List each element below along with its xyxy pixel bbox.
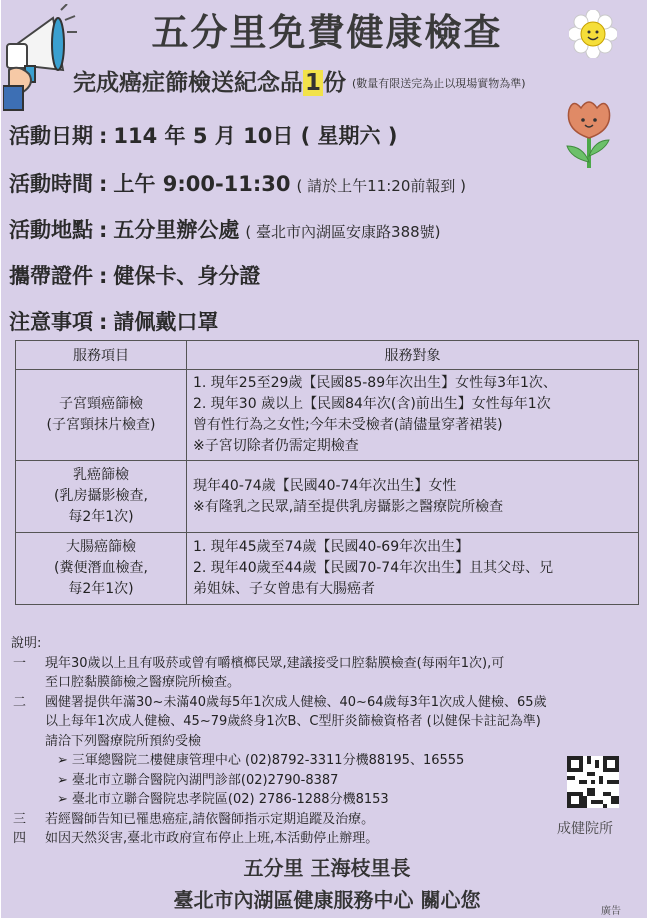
arrow-icon: ➢: [57, 753, 68, 768]
service-table: [15, 340, 639, 605]
event-place-value: 五分里辦公處: [113, 218, 240, 242]
event-place-label: 活動地點: [9, 218, 93, 242]
note-marker: 一: [13, 655, 27, 671]
signature-chief: 五分里 王海枝里長: [243, 856, 411, 880]
event-date: [9, 120, 397, 150]
notes-section: [11, 634, 647, 849]
note-item: [11, 693, 647, 810]
service-item-line: 每2年1次): [68, 581, 134, 597]
note-line: 以上每年1次成人健檢、45~79歲終身1次B、C型肝炎篩檢資格者 (以健保卡註記為準): [45, 714, 541, 729]
column-header-service-item: 服務項目: [16, 341, 187, 370]
service-target-line: 2. 現年30 歲以上【民國84年次(含)前出生】女性每年1次: [193, 396, 551, 412]
event-place-note: ( 臺北市內湖區安康路388號): [245, 223, 441, 241]
note-line: 若經醫師告知已罹患癌症,請依醫師指示定期追蹤及治療。: [45, 811, 375, 827]
required-documents-label: 攜帶證件: [9, 264, 93, 288]
notice: [9, 306, 218, 336]
gift-count: 1: [305, 70, 322, 96]
service-target-line: 1. 現年45歲至74歲【民國40-69年次出生】: [193, 539, 470, 555]
hospital-text: 臺北市立聯合醫院內湖門診部(02)2790-8387: [71, 772, 339, 788]
required-documents-value: 健保卡、身分證: [113, 264, 261, 288]
colon: :: [99, 264, 108, 288]
arrow-icon: ➢: [57, 792, 68, 807]
service-item-line: (乳房攝影檢查,: [54, 488, 148, 504]
subtitle-unit: 份: [323, 70, 347, 96]
notes-heading: 說明:: [11, 636, 42, 651]
service-item-line: 乳癌篩檢: [73, 467, 129, 483]
hospital-text: 臺北市立聯合醫院忠孝院區(02) 2786-1288分機8153: [71, 792, 389, 807]
tulip-icon: [561, 96, 617, 170]
service-item-line: 每2年1次): [68, 509, 134, 525]
note-line: 現年30歲以上且有吸菸或曾有嚼檳榔民眾,建議接受口腔黏膜檢查(每兩年1次),可: [45, 655, 505, 671]
service-target-line: 1. 現年25至29歲【民國85-89年次出生】女性每3年1次、: [193, 375, 557, 391]
service-target-line: 曾有性行為之女性;今年未受檢者(請儘量穿著裙裝): [193, 417, 503, 433]
hospital-item: [57, 790, 647, 810]
note-line: 至口腔黏膜篩檢之醫療院所檢查。: [45, 675, 241, 690]
subtitle-main: 完成癌症篩檢送紀念品: [73, 70, 303, 96]
subtitle: [73, 64, 526, 97]
ad-mark: 廣告: [601, 906, 621, 917]
colon: :: [99, 218, 108, 242]
note-item: [11, 829, 647, 849]
service-target-line: 現年40-74歲【民國40-74年次出生】女性: [193, 477, 457, 494]
table-row-breast: [16, 461, 639, 533]
service-item-cell: [16, 370, 187, 461]
table-row-cervical: [16, 370, 639, 461]
table-header-row: [16, 341, 639, 370]
qr-code-icon[interactable]: [567, 756, 619, 808]
service-item-line: 大腸癌篩檢: [66, 539, 136, 555]
service-item-cell: [16, 461, 187, 533]
event-time-label: 活動時間: [9, 172, 93, 196]
service-target-line: 2. 現年40歲至44歲【民國70-74年次出生】且其父母、兄: [193, 560, 554, 576]
note-line: 請洽下列醫療院所預約受檢: [45, 733, 202, 749]
service-target-cell: [187, 533, 639, 605]
signature-health-center: 臺北市內湖區健康服務中心 關心您: [173, 888, 481, 912]
required-documents: [9, 260, 260, 290]
service-target-cell: [187, 370, 639, 461]
note-marker: 三: [13, 811, 27, 827]
table-row-colorectal: [16, 533, 639, 605]
note-line: 如因天然災害,臺北市政府宣布停止上班,本活動停止辦理。: [45, 831, 379, 846]
column-header-service-target: 服務對象: [187, 341, 639, 370]
service-target-cell: [187, 461, 639, 533]
service-target-line: 弟姐妹、子女曾患有大腸癌者: [193, 581, 375, 597]
event-time-value: 上午 9:00-11:30: [113, 172, 291, 196]
note-item: [11, 654, 647, 693]
event-place: [9, 214, 441, 244]
event-time-note: ( 請於上午11:20前報到 ): [296, 177, 466, 195]
page-title: 五分里免費健康檢查: [151, 11, 503, 54]
hospital-item: [57, 771, 647, 791]
service-item-line: (糞便潛血檢查,: [54, 560, 148, 576]
event-time: [9, 168, 466, 198]
note-item: [11, 810, 647, 830]
colon: :: [99, 310, 108, 334]
colon: :: [99, 124, 108, 148]
hospital-item: [57, 751, 647, 771]
note-marker: 四: [13, 831, 27, 846]
service-item-cell: [16, 533, 187, 605]
smiling-flower-icon: [569, 10, 617, 58]
qr-code-label: 成健院所: [557, 821, 613, 837]
notice-label: 注意事項: [9, 310, 93, 334]
colon: :: [99, 172, 108, 196]
notice-value: 請佩戴口罩: [113, 310, 219, 334]
event-date-value: 114 年 5 月 10日 ( 星期六 ): [113, 124, 398, 148]
service-target-line: ※有隆乳之民眾,請至提供乳房攝影之醫療院所檢查: [193, 498, 504, 515]
event-date-label: 活動日期: [9, 124, 93, 148]
subtitle-note: (數量有限送完為止以現場實物為準): [352, 77, 526, 90]
service-target-line: ※子宮切除者仍需定期檢查: [193, 438, 359, 454]
arrow-icon: ➢: [57, 772, 68, 788]
service-item-line: 子宮頸癌篩檢: [59, 396, 143, 412]
hospital-text: 三軍總醫院二樓健康管理中心 (02)8792-3311分機88195、16555: [71, 753, 465, 768]
note-marker: 二: [13, 694, 27, 710]
service-item-line: (子宮頸抹片檢查): [46, 417, 156, 433]
flyer-page: [1, 0, 647, 918]
hospital-list: [45, 751, 647, 810]
note-line: 國健署提供年滿30~未滿40歲每5年1次成人健檢、40~64歲每3年1次成人健檢、65歲: [45, 694, 547, 710]
